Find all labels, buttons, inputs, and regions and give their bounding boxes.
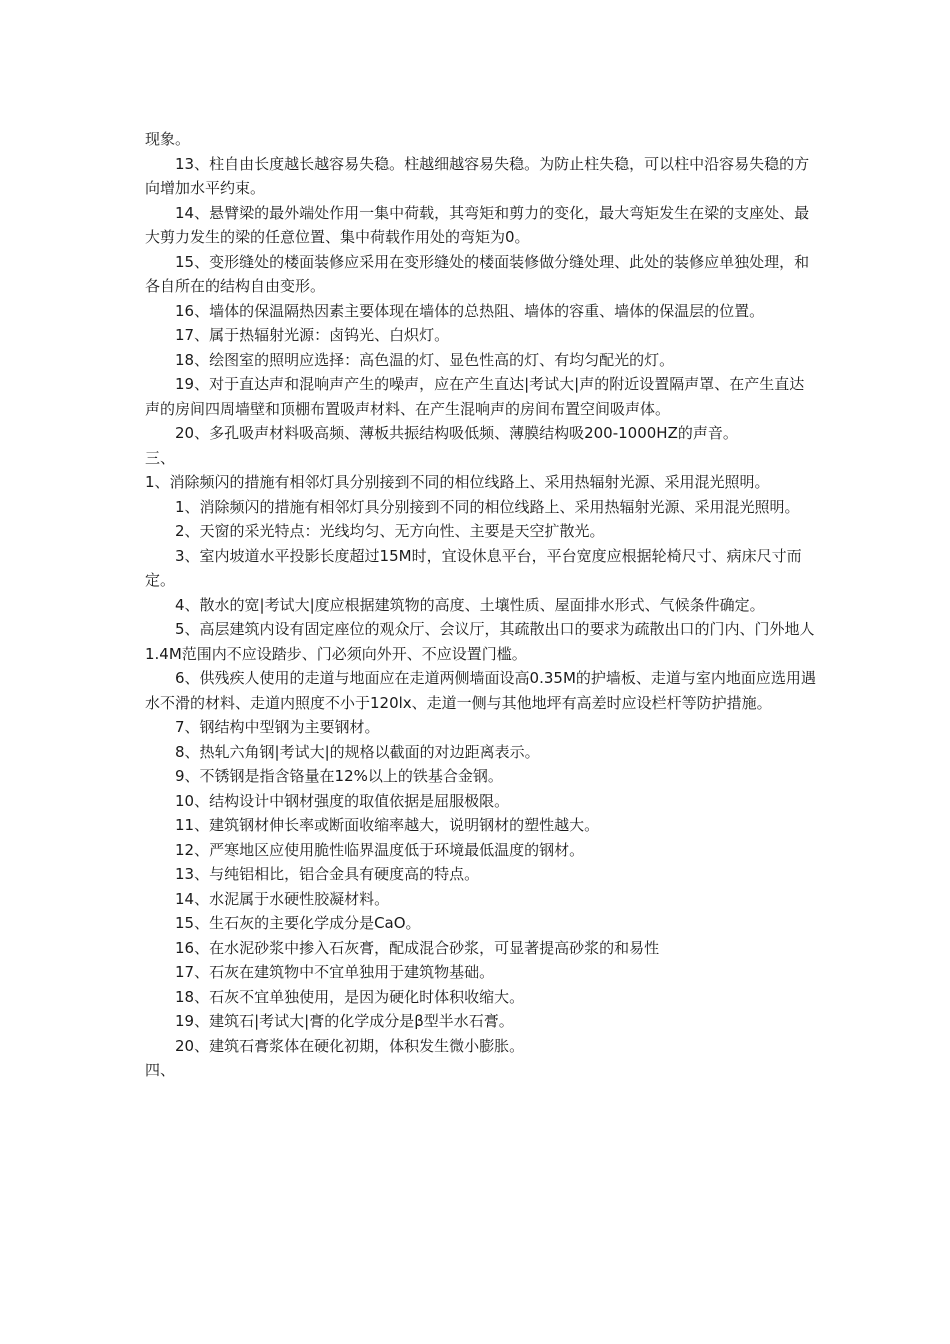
document-body [145, 127, 817, 1083]
paragraph: 6、供残疾人使用的走道与地面应在走道两侧墙面设高0.35M的护墙板、走道与室内地面应选用遇水不滑的材料、走道内照度不小于120lx、走道一侧与其他地坪有高差时应设栏杆等防护措施。 [145, 669, 816, 712]
paragraph: 17、属于热辐射光源：卤钨光、白炽灯。 [175, 326, 450, 344]
paragraph: 1、消除频闪的措施有相邻灯具分别接到不同的相位线路上、采用热辐射光源、采用混光照明。 [145, 473, 770, 491]
paragraph: 20、多孔吸声材料吸高频、薄板共振结构吸低频、薄膜结构吸200-1000HZ的声音。 [175, 424, 738, 442]
paragraph: 现象。 [145, 130, 191, 148]
paragraph: 14、悬臂梁的最外端处作用一集中荷载，其弯矩和剪力的变化，最大弯矩发生在梁的支座处、最大剪力发生的梁的任意位置、集中荷载作用处的弯矩为0。 [145, 203, 810, 246]
paragraph: 2、天窗的采光特点：光线均匀、无方向性、主要是天空扩散光。 [175, 522, 605, 540]
paragraph: 16、墙体的保温隔热因素主要体现在墙体的总热阻、墙体的容重、墙体的保温层的位置。 [175, 301, 765, 320]
paragraph: 10、结构设计中钢材强度的取值依据是屈服极限。 [175, 791, 510, 810]
paragraph: 20、建筑石膏浆体在硬化初期，体积发生微小膨胀。 [175, 1036, 525, 1055]
paragraph: 12、严寒地区应使用脆性临界温度低于环境最低温度的钢材。 [175, 840, 585, 859]
paragraph: 15、生石灰的主要化学成分是CaO。 [175, 914, 421, 932]
paragraph: 15、变形缝处的楼面装修应采用在变形缝处的楼面装修做分缝处理、此处的装修应单独处理，和各自所在的结构自由变形。 [145, 252, 810, 295]
paragraph: 四、 [145, 1061, 176, 1079]
paragraph: 7、钢结构中型钢为主要钢材。 [175, 718, 380, 736]
paragraph: 18、绘图室的照明应选择：高色温的灯、显色性高的灯、有均匀配光的灯。 [175, 350, 675, 369]
paragraph: 13、柱自由长度越长越容易失稳。柱越细越容易失稳。为防止柱失稳，可以柱中沿容易失稳的方向增加水平约束。 [145, 154, 810, 197]
paragraph: 17、石灰在建筑物中不宜单独用于建筑物基础。 [175, 963, 495, 981]
paragraph: 8、热轧六角钢|考试大|的规格以截面的对边距离表示。 [175, 742, 540, 761]
paragraph: 3、室内坡道水平投影长度超过15M时，宜设休息平台，平台宽度应根据轮椅尺寸、病床尺寸而定。 [145, 546, 802, 589]
paragraph: 9、不锈钢是指含铬量在12%以上的铁基合金钢。 [175, 767, 503, 785]
paragraph: 三、 [145, 448, 176, 467]
paragraph: 5、高层建筑内设有固定座位的观众厅、会议厅，其疏散出口的要求为疏散出口的门内、门外地人1.4M范围内不应设踏步、门必须向外开、不应设置门槛。 [145, 620, 815, 663]
paragraph: 4、散水的宽|考试大|度应根据建筑物的高度、土壤性质、屋面排水形式、气候条件确定。 [175, 595, 765, 614]
paragraph: 19、对于直达声和混响声产生的噪声，应在产生直达|考试大|声的附近设置隔声罩、在产生直达声的房间四周墙壁和顶棚布置吸声材料、在产生混响声的房间布置空间吸声体。 [145, 375, 805, 418]
paragraph: 16、在水泥砂浆中掺入石灰膏，配成混合砂浆，可显著提高砂浆的和易性 [175, 938, 660, 957]
paragraph: 19、建筑石|考试大|膏的化学成分是β型半水石膏。 [175, 1012, 514, 1030]
paragraph: 13、与纯铝相比，铝合金具有硬度高的特点。 [175, 865, 480, 883]
paragraph: 11、建筑钢材伸长率或断面收缩率越大，说明钢材的塑性越大。 [175, 816, 600, 834]
paragraph: 1、消除频闪的措施有相邻灯具分别接到不同的相位线路上、采用热辐射光源、采用混光照明。 [175, 497, 800, 516]
paragraph: 14、水泥属于水硬性胶凝材料。 [175, 889, 390, 908]
paragraph: 18、石灰不宜单独使用，是因为硬化时体积收缩大。 [175, 987, 525, 1006]
